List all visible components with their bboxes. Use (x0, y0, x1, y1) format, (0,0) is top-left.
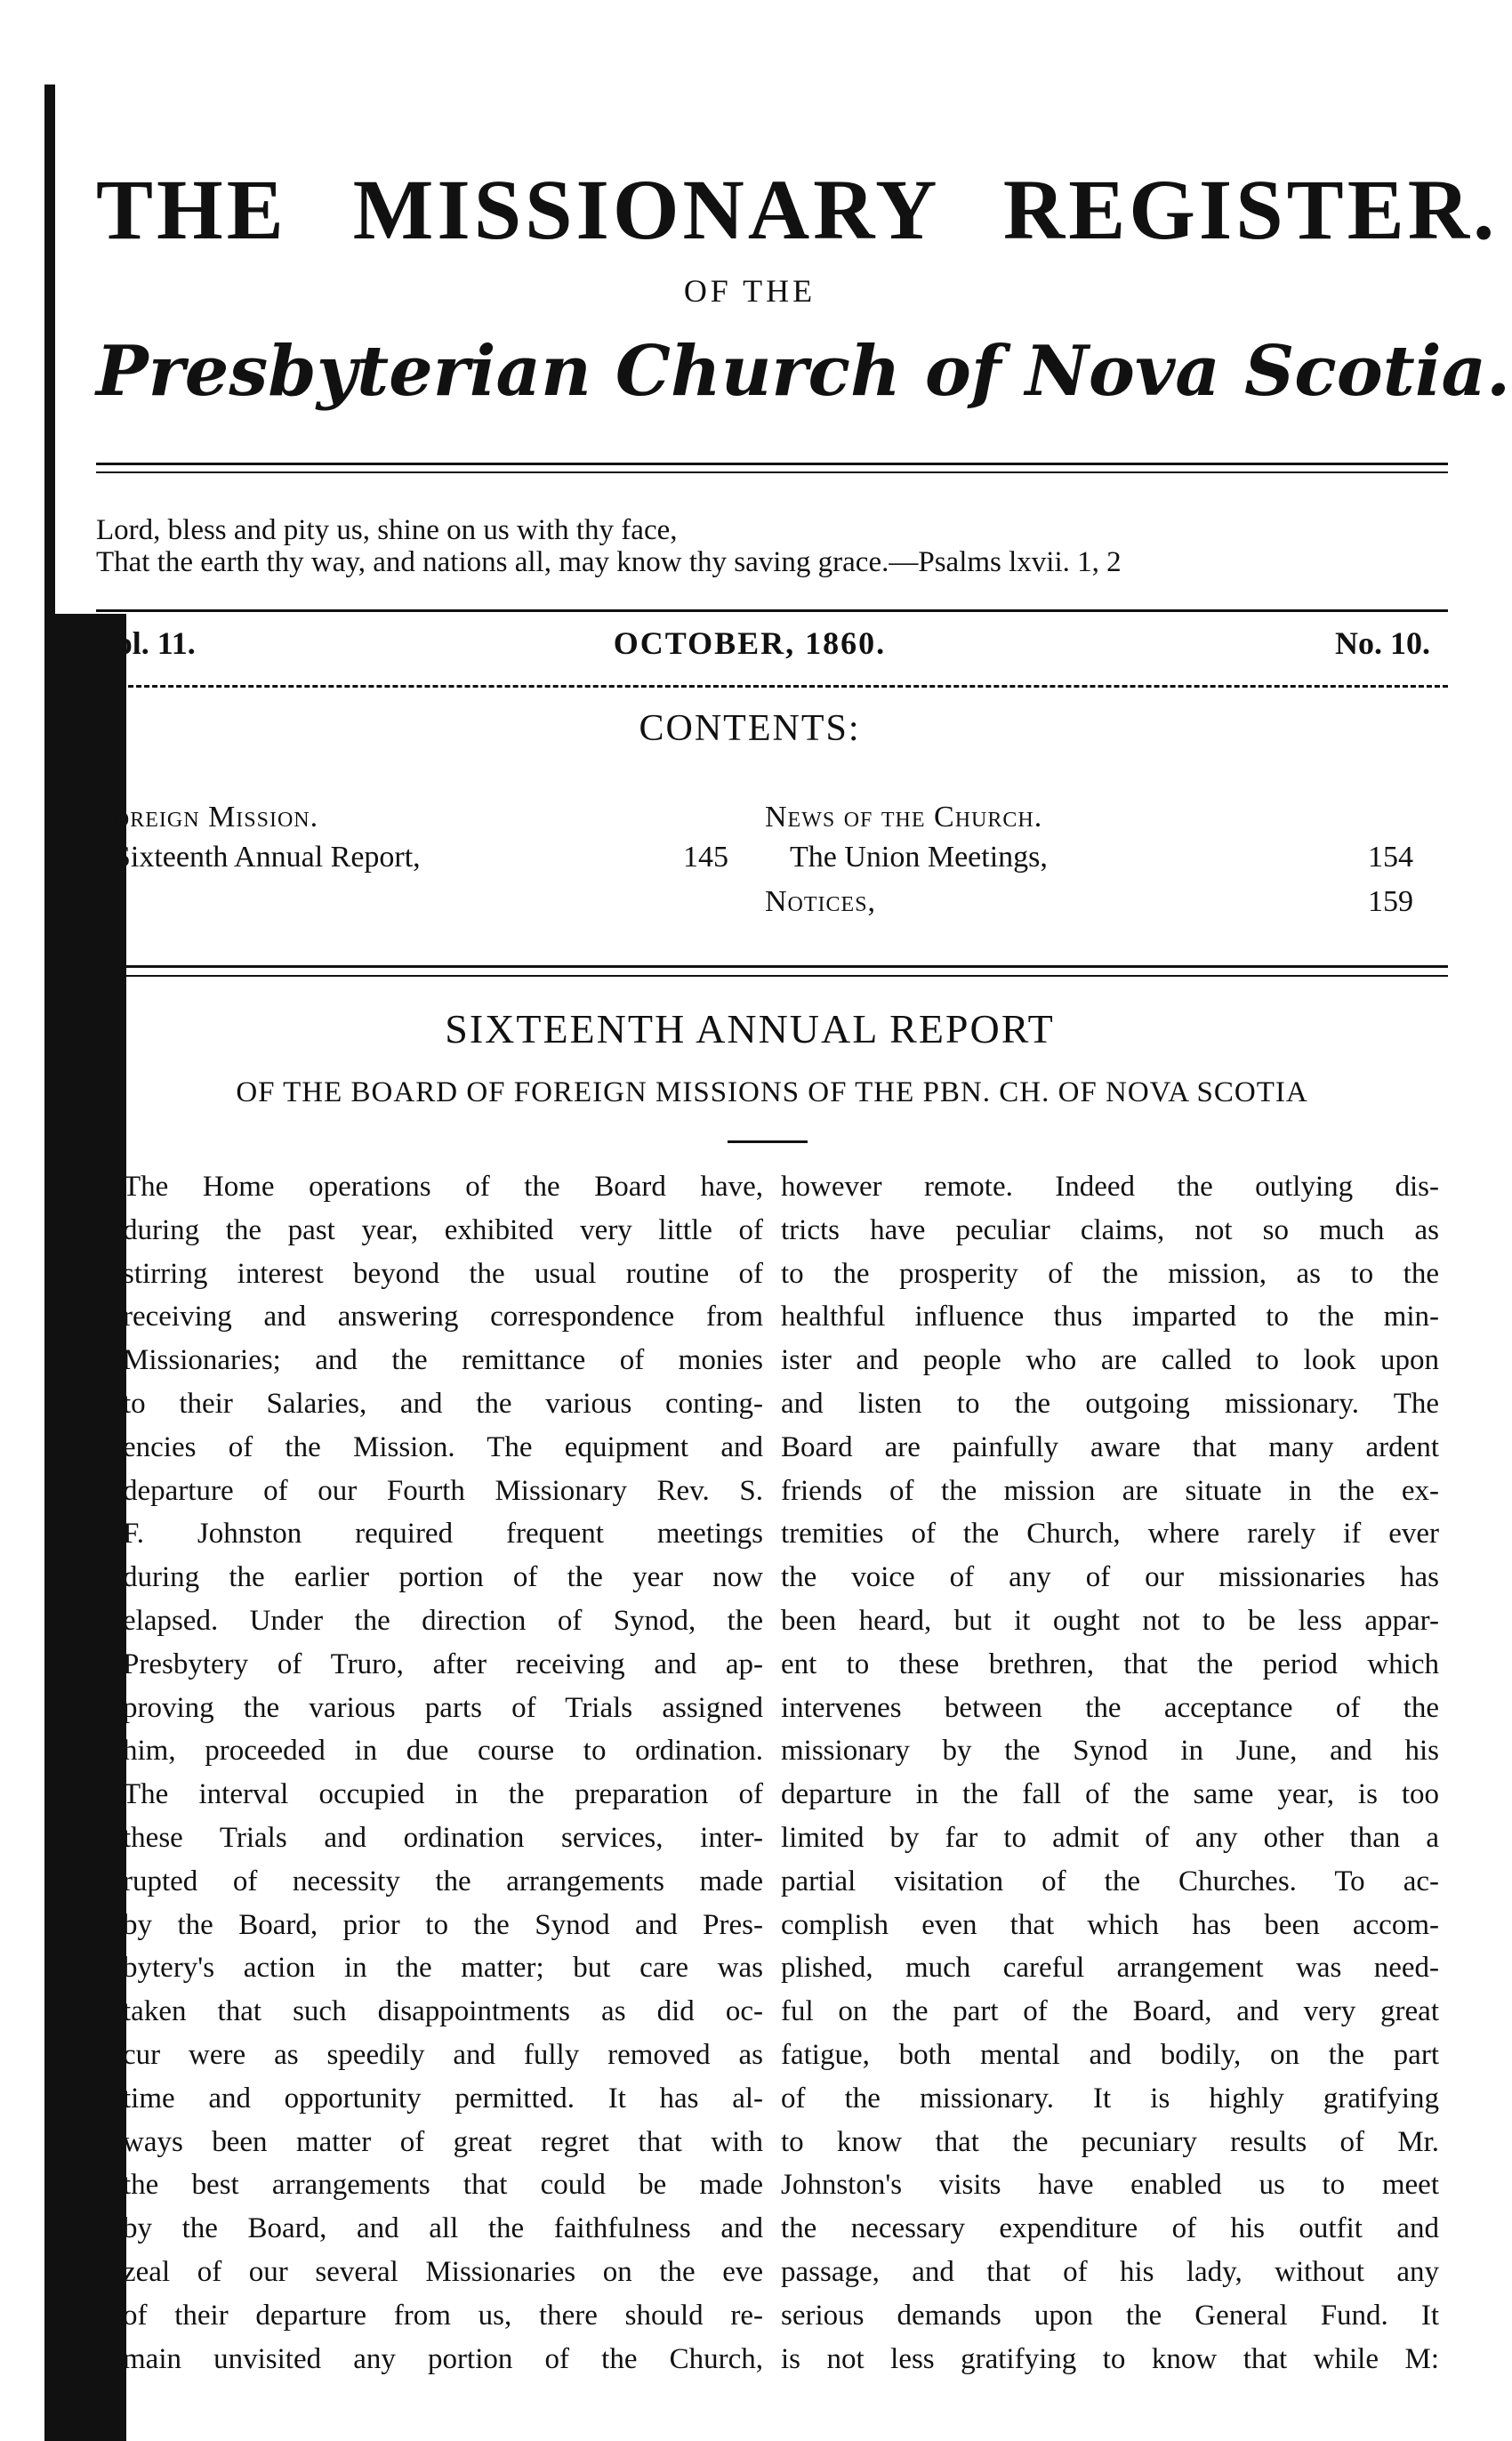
issue-date: OCTOBER, 1860. (613, 625, 887, 661)
report-text-line: zeal of our several Missionaries on the eve (123, 2255, 763, 2288)
report-text-line: missionary by the Synod in June, and his (781, 1735, 1439, 1768)
issue-number: No. 10. (1335, 625, 1430, 661)
report-text-line: encies of the Mission. The equipment and (123, 1430, 763, 1463)
report-text-line: Board are painfully aware that many ardent (781, 1430, 1439, 1463)
report-text-line: ister and people who are called to look upon (781, 1344, 1439, 1377)
report-title: SIXTEENTH ANNUAL REPORT (445, 1006, 1055, 1051)
report-text-line: the best arrangements that could be made (123, 2169, 763, 2202)
masthead-rule-bottom (96, 471, 1448, 473)
report-text-line: ways been matter of great regret that with (123, 2125, 763, 2158)
report-text-line: by the Board, and all the faithfulness and (123, 2212, 763, 2245)
report-text-line: tricts have peculiar claims, not so much as (781, 1213, 1439, 1246)
masthead-rule-top (96, 463, 1448, 465)
report-text-line: passage, and that of his lady, without any (781, 2255, 1439, 2288)
motto-line-1: Lord, bless and pity us, shine on us with thy face, (96, 514, 678, 546)
report-text-line: stirring interest beyond the usual routine of (123, 1257, 763, 1290)
report-text-line: the necessary expenditure of his outfit and (781, 2212, 1439, 2245)
contents-heading: CONTENTS: (639, 708, 861, 749)
report-text-line: Presbytery of Truro, after receiving and ap- (123, 1647, 763, 1680)
report-text-line: taken that such disappointments as did oc- (123, 1995, 763, 2028)
contents-rule-bottom (96, 975, 1448, 977)
report-text-line: departure of our Fourth Missionary Rev. S. (123, 1474, 763, 1507)
report-text-line: ful on the part of the Board, and very great (781, 1995, 1439, 2028)
report-text-line: him, proceeded in due course to ordination. (123, 1735, 763, 1768)
contents-item-title: Sixteenth Annual Report, (114, 841, 421, 874)
report-text-line: Johnston's visits have enabled us to meet (781, 2169, 1439, 2202)
contents-section-news: News of the Church. (765, 801, 1043, 834)
contents-item-title: The Union Meetings, (790, 841, 1048, 874)
contents-item-page: 159 (1368, 885, 1413, 918)
masthead-of-the: OF THE (683, 273, 816, 309)
report-text-line: cur were as speedily and fully removed as (123, 2038, 763, 2071)
report-text-line: proving the various parts of Trials assigned (123, 1691, 763, 1724)
report-text-line: however remote. Indeed the outlying dis- (781, 1171, 1439, 1203)
masthead-title: THE MISSIONARY REGISTER. (96, 162, 1499, 257)
issue-volume: Vol. 11. (96, 625, 196, 661)
report-text-line: receiving and answering correspondence from (123, 1301, 763, 1333)
report-text-line: elapsed. Under the direction of Synod, the (123, 1604, 763, 1637)
report-text-line: of their departure from us, there should re- (123, 2299, 763, 2332)
report-text-line: The Home operations of the Board have, (123, 1171, 763, 1203)
report-text-line: to know that the pecuniary results of Mr. (781, 2125, 1439, 2158)
report-text-line: ent to these brethren, that the period which (781, 1647, 1439, 1680)
report-text-line: and listen to the outgoing missionary. The (781, 1387, 1439, 1420)
report-text-line: friends of the mission are situate in the ex- (781, 1474, 1439, 1507)
report-text-line: these Trials and ordination services, inter- (123, 1821, 763, 1854)
report-text-line: to the prosperity of the mission, as to the (781, 1257, 1439, 1290)
report-text-line: main unvisited any portion of the Church, (123, 2342, 763, 2375)
report-text-line: been heard, but it ought not to be less appar- (781, 1604, 1439, 1637)
issue-rule-bottom (96, 685, 1448, 688)
contents-rule-top (96, 965, 1448, 968)
report-text-line: intervenes between the acceptance of the (781, 1691, 1439, 1724)
report-text-line: departure in the fall of the same year, is too (781, 1778, 1439, 1811)
report-text-line: of the missionary. It is highly gratifying (781, 2082, 1439, 2115)
report-text-line: F. Johnston required frequent meetings (123, 1518, 763, 1551)
report-text-line: is not less gratifying to know that while M: (781, 2342, 1439, 2375)
report-text-line: Missionaries; and the remittance of monies (123, 1344, 763, 1377)
report-subtitle: OF THE BOARD OF FOREIGN MISSIONS OF THE PBN. CH. OF NOVA SCOTIA (236, 1076, 1308, 1108)
issue-line (96, 624, 1448, 667)
contents-item-page: 154 (1368, 841, 1413, 874)
report-text-line: tremities of the Church, where rarely if ever (781, 1518, 1439, 1551)
issue-rule-top (96, 609, 1448, 612)
report-text-line: during the earlier portion of the year now (123, 1561, 763, 1594)
report-text-line: partial visitation of the Churches. To ac- (781, 1865, 1439, 1897)
report-text-line: fatigue, both mental and bodily, on the part (781, 2038, 1439, 2071)
report-text-line: healthful influence thus imparted to the min- (781, 1301, 1439, 1333)
report-text-line: plished, much careful arrangement was need- (781, 1952, 1439, 1985)
report-text-line: time and opportunity permitted. It has al- (123, 2082, 763, 2115)
contents-item-page: 145 (683, 841, 728, 874)
report-text-line: during the past year, exhibited very little of (123, 1213, 763, 1246)
report-text-line: complish even that which has been accom- (781, 1908, 1439, 1941)
report-text-line: serious demands upon the General Fund. It (781, 2299, 1439, 2332)
register-page (96, 0, 1511, 2441)
contents-item-title: Notices, (765, 885, 877, 918)
report-column-left (123, 1165, 763, 2381)
masthead-church-name: Presbyterian Church of Nova Scotia. (96, 331, 1511, 412)
report-text-line: rupted of necessity the arrangements made (123, 1865, 763, 1897)
report-text-line: bytery's action in the matter; but care was (123, 1952, 763, 1985)
report-column-right (781, 1165, 1439, 2381)
report-text-line: the voice of any of our missionaries has (781, 1561, 1439, 1594)
motto-line-2: That the earth thy way, and nations all, may know thy saving grace.—Psalms lxvii. 1, 2 (96, 546, 1122, 578)
report-title-rule (728, 1140, 808, 1143)
report-text-line: by the Board, prior to the Synod and Pres- (123, 1908, 763, 1941)
contents-section-foreign-mission: Foreign Mission. (96, 801, 319, 834)
report-text-line: limited by far to admit of any other than a (781, 1821, 1439, 1854)
report-text-line: to their Salaries, and the various conting- (123, 1387, 763, 1420)
report-text-line: The interval occupied in the preparation of (123, 1778, 763, 1811)
